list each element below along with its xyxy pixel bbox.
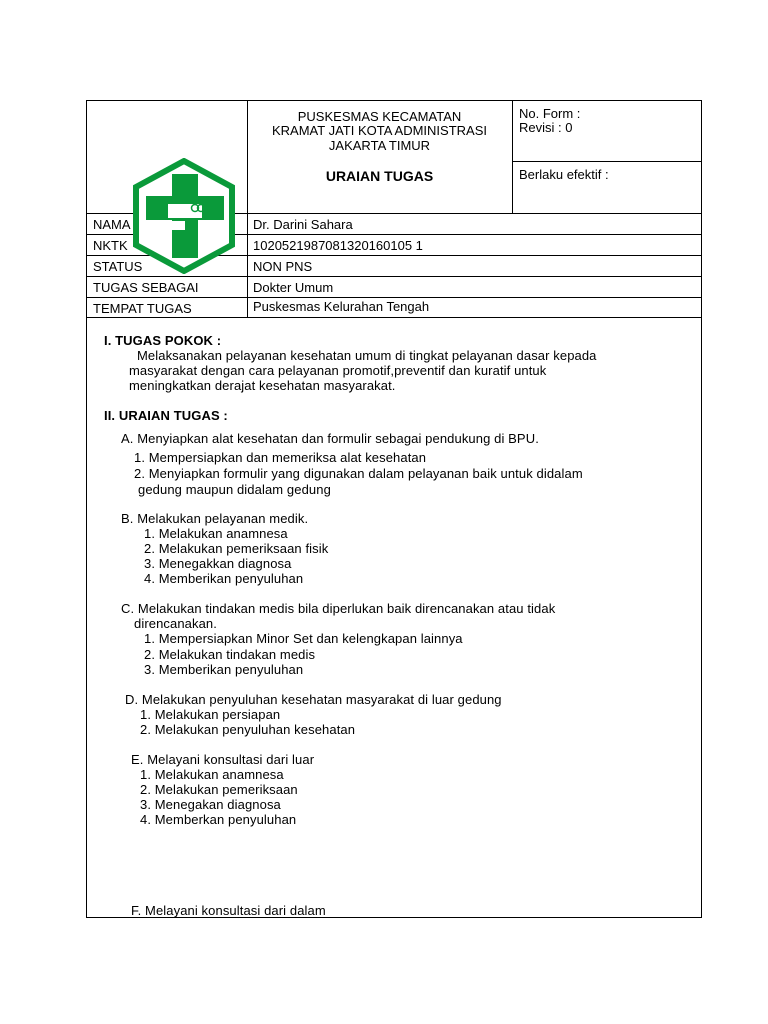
- item-d-2: 2. Melakukan penyuluhan kesehatan: [140, 722, 356, 737]
- value-status: NON PNS: [253, 259, 313, 274]
- label-tugas-sebagai: TUGAS SEBAGAI: [93, 280, 199, 295]
- item-b-3: 3. Menegakkan diagnosa: [144, 556, 292, 571]
- item-f-title: F. Melayani konsultasi dari dalam: [131, 903, 326, 918]
- value-tempat-tugas: Puskesmas Kelurahan Tengah: [253, 299, 430, 314]
- item-a-title: A. Menyiapkan alat kesehatan dan formulir sebagai pendukung di BPU.: [121, 431, 539, 446]
- item-b-title: B. Melakukan pelayanan medik.: [121, 511, 309, 526]
- item-b-1: 1. Melakukan anamnesa: [144, 526, 288, 541]
- item-c-title-cont: direncanakan.: [134, 616, 217, 631]
- item-c-1: 1. Mempersiapkan Minor Set dan kelengkapan lainnya: [144, 631, 463, 646]
- divider: [87, 297, 702, 298]
- document-title: URAIAN TUGAS: [325, 168, 434, 184]
- divider: [512, 101, 513, 213]
- label-nama: NAMA: [93, 217, 131, 232]
- section-1-line: meningkatkan derajat kesehatan masyarakat.: [129, 378, 396, 393]
- label-nktk: NKTK: [93, 238, 128, 253]
- item-e-1: 1. Melakukan anamnesa: [140, 767, 284, 782]
- item-c-2: 2. Melakukan tindakan medis: [144, 647, 316, 662]
- item-a-2: 2. Menyiapkan formulir yang digunakan dalam pelayanan baik untuk didalam: [134, 466, 583, 481]
- org-name-line1: PUSKESMAS KECAMATAN: [297, 109, 462, 124]
- item-a-1: 1. Mempersiapkan dan memeriksa alat kesehatan: [134, 450, 427, 465]
- value-nama: Dr. Darini Sahara: [253, 217, 353, 232]
- section-2-title: II. URAIAN TUGAS :: [104, 408, 228, 423]
- divider: [87, 276, 702, 277]
- item-b-4: 4. Memberikan penyuluhan: [144, 571, 304, 586]
- org-name-line3: JAKARTA TIMUR: [328, 138, 431, 153]
- revision: Revisi : 0: [519, 120, 573, 135]
- label-status: STATUS: [93, 259, 143, 274]
- item-a-2-cont: gedung maupun didalam gedung: [138, 482, 331, 497]
- section-1-line: Melaksanakan pelayanan kesehatan umum di tingkat pelayanan dasar kepada: [137, 348, 597, 363]
- item-b-2: 2. Melakukan pemeriksaan fisik: [144, 541, 329, 556]
- item-c-title: C. Melakukan tindakan medis bila diperlukan baik direncanakan atau tidak: [121, 601, 556, 616]
- item-d-title: D. Melakukan penyuluhan kesehatan masyarakat di luar gedung: [125, 692, 502, 707]
- item-e-2: 2. Melakukan pemeriksaan: [140, 782, 298, 797]
- item-e-4: 4. Memberkan penyuluhan: [140, 812, 297, 827]
- puskesmas-logo-icon: [132, 158, 236, 274]
- item-c-3: 3. Memberikan penyuluhan: [144, 662, 304, 677]
- section-1-line: masyarakat dengan cara pelayanan promotif,preventif dan kuratif untuk: [129, 363, 547, 378]
- effective-date: Berlaku efektif :: [519, 167, 609, 182]
- org-name-line2: KRAMAT JATI KOTA ADMINISTRASI: [271, 123, 487, 138]
- divider: [87, 317, 702, 318]
- item-e-title: E. Melayani konsultasi dari luar: [131, 752, 315, 767]
- divider: [512, 161, 702, 162]
- item-e-3: 3. Menegakan diagnosa: [140, 797, 281, 812]
- value-tugas-sebagai: Dokter Umum: [253, 280, 334, 295]
- label-tempat-tugas: TEMPAT TUGAS: [93, 301, 192, 316]
- value-nktk: 1020521987081320160105 1: [253, 238, 423, 253]
- item-d-1: 1. Melakukan persiapan: [140, 707, 281, 722]
- form-number: No. Form :: [519, 106, 581, 121]
- section-1-title: I. TUGAS POKOK :: [104, 333, 222, 348]
